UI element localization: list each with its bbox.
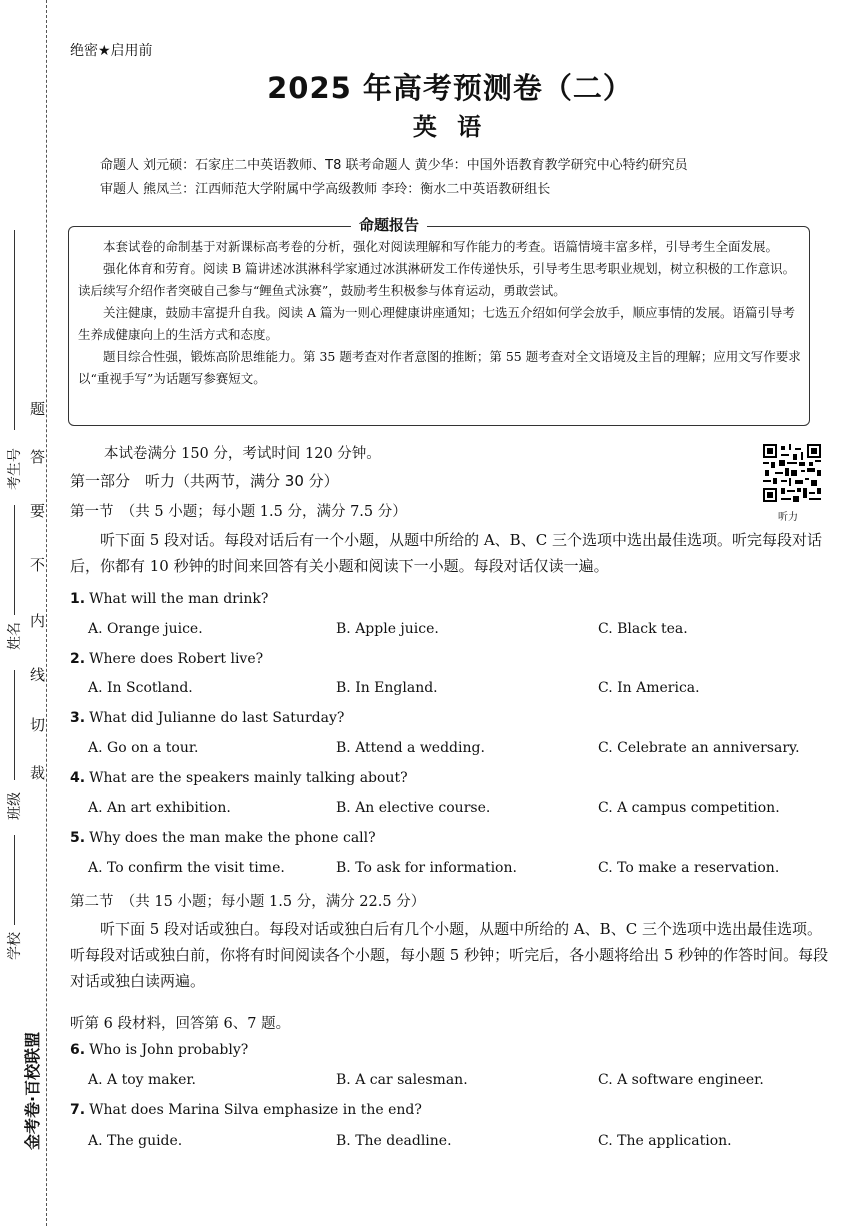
question-number: 6.	[70, 1042, 86, 1058]
option-c[interactable]: C. Celebrate an anniversary.	[598, 740, 800, 756]
report-title: 命题报告	[351, 214, 427, 235]
option-c[interactable]: C. A software engineer.	[598, 1072, 764, 1088]
credit-line-reviewers: 审题人 熊凤兰：江西师范大学附属中学高级教师 李玲：衡水二中英语教研组长	[100, 182, 551, 197]
report-paragraph: 题目综合性强，锻炼高阶思维能力。第 35 题考查对作者意图的推断；第 55 题考查对全文语境及主旨的理解；应用文写作要求以“重视手写”为话题写参赛短文。	[78, 349, 801, 386]
option-c[interactable]: C. A campus competition.	[598, 800, 780, 816]
option-c[interactable]: C. Black tea.	[598, 621, 688, 637]
student-id-field-label: 考生号	[7, 448, 23, 490]
option-a[interactable]: A. To confirm the visit time.	[88, 860, 285, 876]
question	[70, 710, 344, 726]
section1-instruction-text: 听下面 5 段对话。每段对话后有一个小题，从题中所给的 A、B、C 三个选项中选出最佳选项。听完每段对话后，你都有 10 秒钟的时间来回答有关小题和阅读下一小题。每段对话仅读一遍。	[70, 531, 822, 575]
report-paragraph: 本套试卷的命制基于对新课标高考卷的分析，强化对阅读理解和写作能力的考查。语篇情境丰富多样，引导考生全面发展。	[103, 239, 779, 254]
question-number: 7.	[70, 1102, 86, 1118]
binding-warning-char: 内	[30, 612, 46, 630]
option-a[interactable]: A. Go on a tour.	[88, 740, 199, 756]
name-field-label: 姓名	[7, 622, 23, 650]
question-number: 1.	[70, 591, 86, 607]
exam-info: 本试卷满分 150 分，考试时间 120 分钟。	[104, 446, 381, 462]
question-number: 5.	[70, 830, 86, 846]
qr-caption: 听力	[778, 512, 798, 523]
question-text: Where does Robert live?	[89, 651, 264, 667]
report-paragraph: 强化体育和劳育。阅读 B 篇讲述冰淇淋科学家通过冰淇淋研发工作传递快乐，引导考生思考职业规划，树立积极的工作意识。读后续写介绍作者突破自己参与“鲤鱼式泳赛”，鼓励考生积极参与体育运动，勇敢尝试。	[78, 261, 796, 298]
report-paragraph: 关注健康，鼓励丰富提升自我。阅读 A 篇为一则心理健康讲座通知；七选五介绍如何学会放手，顺应事情的发展。语篇引导考生养成健康向上的生活方式和态度。	[78, 305, 795, 342]
school-field-line[interactable]	[14, 835, 15, 925]
exam-subject: 英 语	[412, 113, 488, 141]
option-b[interactable]: B. Apple juice.	[336, 621, 439, 637]
class-field-label: 班级	[7, 792, 23, 820]
option-b[interactable]: B. The deadline.	[336, 1133, 452, 1149]
question-text: What will the man drink?	[89, 591, 269, 607]
binding-warning-char: 题	[30, 400, 46, 418]
name-field-line[interactable]	[14, 505, 15, 615]
question	[70, 770, 408, 786]
binding-warning-char: 答	[30, 448, 46, 466]
option-b[interactable]: B. A car salesman.	[336, 1072, 468, 1088]
option-b[interactable]: B. In England.	[336, 680, 438, 696]
option-c[interactable]: C. The application.	[598, 1133, 732, 1149]
section2-instruction	[70, 916, 830, 994]
credit-line-setters: 命题人 刘元硕：石家庄二中英语教师、T8 联考命题人 黄少华：中国外语教育教学研究中心特约研究员	[100, 158, 688, 173]
question-number: 3.	[70, 710, 86, 726]
confidential-mark: 绝密★启用前	[70, 43, 153, 59]
binding-warning-char: 不	[30, 556, 46, 574]
option-b[interactable]: B. To ask for information.	[336, 860, 517, 876]
binding-warning-char: 线	[30, 666, 46, 684]
option-b[interactable]: B. An elective course.	[336, 800, 491, 816]
binding-warning-char: 要	[30, 502, 46, 520]
question	[70, 1102, 422, 1118]
binding-warning-char: 切	[30, 716, 46, 734]
student-id-field-line[interactable]	[14, 230, 15, 430]
binding-warning-char: 裁	[30, 764, 46, 782]
option-c[interactable]: C. To make a reservation.	[598, 860, 780, 876]
question-number: 2.	[70, 651, 86, 667]
option-c[interactable]: C. In America.	[598, 680, 700, 696]
question	[70, 591, 268, 607]
question-text: What are the speakers mainly talking about?	[89, 770, 408, 786]
section2-instruction-text: 听下面 5 段对话或独白。每段对话或独白后有几个小题，从题中所给的 A、B、C 三个选项中选出最佳选项。听每段对话或独白前，你将有时间阅读各个小题，每小题 5 秒钟；听完后，各小题将给出 5 秒钟的作答时间。每段对话或独白读两遍。	[70, 920, 829, 990]
question-text: What did Julianne do last Saturday?	[89, 710, 345, 726]
question-text: Who is John probably?	[89, 1042, 249, 1058]
option-a[interactable]: A. An art exhibition.	[88, 800, 231, 816]
question	[70, 830, 376, 846]
section1-title: 第一节 （共 5 小题；每小题 1.5 分，满分 7.5 分）	[70, 504, 407, 520]
part1-title: 第一部分 听力（共两节，满分 30 分）	[70, 472, 339, 490]
section1-instruction	[70, 527, 830, 579]
class-field-line[interactable]	[14, 670, 15, 780]
qr-code-icon[interactable]	[763, 444, 821, 502]
question	[70, 651, 263, 667]
option-a[interactable]: A. A toy maker.	[88, 1072, 196, 1088]
publisher-brand: 金考卷·百校联盟	[23, 1031, 42, 1150]
material-instruction: 听第 6 段材料，回答第 6、7 题。	[70, 1016, 291, 1032]
option-b[interactable]: B. Attend a wedding.	[336, 740, 485, 756]
option-a[interactable]: A. Orange juice.	[88, 621, 203, 637]
exam-title: 2025 年高考预测卷（二）	[267, 71, 633, 105]
question-text: What does Marina Silva emphasize in the end?	[89, 1102, 422, 1118]
option-a[interactable]: A. The guide.	[88, 1133, 183, 1149]
option-a[interactable]: A. In Scotland.	[88, 680, 193, 696]
question-number: 4.	[70, 770, 86, 786]
question	[70, 1042, 248, 1058]
school-field-label: 学校	[7, 932, 23, 960]
section2-title: 第二节 （共 15 小题；每小题 1.5 分，满分 22.5 分）	[70, 894, 426, 910]
binding-line	[46, 0, 47, 1226]
report-body	[78, 236, 802, 390]
question-text: Why does the man make the phone call?	[89, 830, 376, 846]
